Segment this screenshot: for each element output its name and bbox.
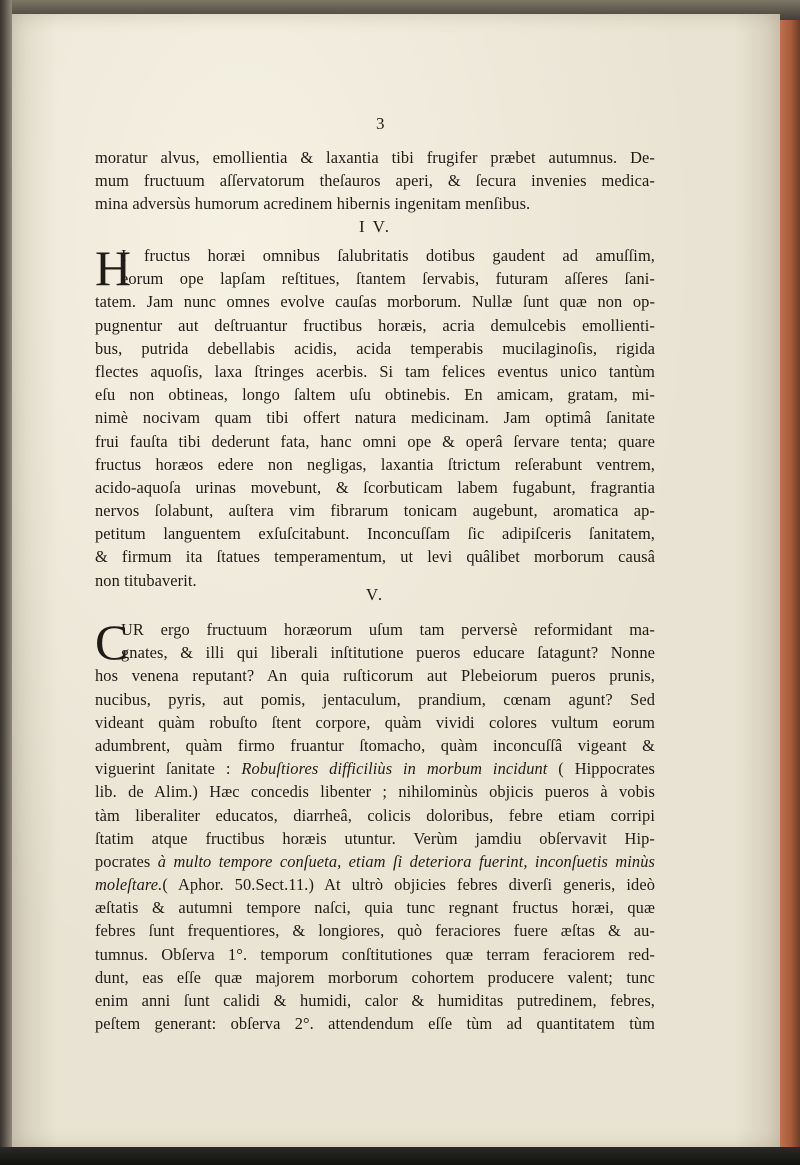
drop-capital: H: [95, 240, 132, 296]
text-line: adumbrent, quàm firmo fruantur ſtomacho, quàm inconcuſſâ vigeant &: [95, 735, 655, 755]
text-line: frui fauſta tibi dederunt fata, hanc omni ope & operâ ſervare tenta; quare: [95, 431, 655, 451]
text-line: bus, putrida debellabis acidis, acida temperabis mucilaginoſis, rigida: [95, 338, 655, 358]
text-line: nervos ſolabunt, auſtera vim fibrarum tonicam augebunt, aromatica ap-: [95, 501, 655, 521]
text-fragment: viguerint ſanitate :: [95, 759, 242, 779]
text-line: acido-aquoſa urinas movebunt, & ſcorbuticam labem fugabunt, fragrantia: [95, 477, 655, 497]
text-line: mum fructuum aſſervatorum theſauros aperi, & ſecura invenies medica-: [95, 171, 655, 191]
text-line: dunt, eas eſſe quæ majorem morborum cohortem producere valent; tunc: [95, 967, 655, 987]
text-fragment: ( Aphor. 50.Sect.11.) At ultrò objicies febres diverſi generis, ideò: [162, 875, 655, 895]
text-line: moratur alvus, emollientia & laxantia tibi frugifer præbet autumnus. De-: [95, 148, 655, 167]
paragraph-continuation: [95, 146, 655, 216]
italic-quote: à multo tempore conſueta, etiam ſi deteriora fuerint, inconſuetis minùs: [157, 851, 655, 871]
page-number: 3: [376, 114, 385, 133]
section-iv-paragraph: [95, 240, 655, 592]
text-line: flectes aquoſis, laxa ſtringes acerbis. Si tam felices eventus unico tantùm: [95, 361, 655, 381]
text-line: petitum languentem exſuſcitabunt. Inconcuſſam ſic adipiſceris ſanitatem,: [95, 524, 655, 544]
section-numeral: I V.: [359, 217, 391, 236]
section-numeral: V.: [365, 585, 385, 604]
text-line: peſtem generant: obſerva 2°. attendendum eſſe tùm ad quantitatem tùm: [95, 1014, 655, 1034]
text-line: non titubaverit.: [95, 570, 197, 590]
text-line: videant quàm robuſto ſtent corpore, quàm vividi colores vultum eorum: [95, 712, 655, 732]
text-line: UR ergo fructuum horæorum uſum tam perversè reformidant ma-: [121, 620, 655, 639]
italic-quote: Robuſtiores difficiliùs in morbum incidunt: [241, 759, 548, 779]
text-line: tatem. Jam nunc omnes evolve cauſas morborum. Nullæ ſunt quæ non op-: [95, 292, 655, 312]
text-line: nimè nocivam quam tibi offert natura medicinam. Jam optimâ ſanitate: [95, 408, 655, 428]
text-line: & firmum ita ſtatues temperamentum, ut levi quâlibet morborum causâ: [95, 547, 655, 567]
text-line: tàm liberaliter educatos, diarrheâ, colicis doloribus, febre etiam corripi: [95, 805, 655, 825]
text-line: fructus horæos edere non negligas, laxantia ſtrictum reſerabunt ventrem,: [95, 454, 655, 474]
section-heading-v: [95, 580, 655, 610]
text-line: I fructus horæi omnibus ſalubritatis dotibus gaudent ad amuſſim,: [121, 246, 655, 265]
text-fragment: ( Hippocrates: [547, 759, 656, 779]
text-line: pugnentur aut deſtruantur fructibus horæis, acria demulcebis emollienti-: [95, 315, 655, 335]
drop-capital: C: [95, 614, 129, 670]
italic-quote: moleſtare.: [95, 875, 163, 895]
text-line-with-quote: [95, 850, 655, 873]
text-line-with-quote: [95, 873, 655, 896]
book-page: [12, 14, 780, 1148]
text-line: tumnus. Obſerva 1°. temporum conſtitutiones quæ terram feraciorem red-: [95, 944, 655, 964]
text-line: gnates, & illi qui liberali inſtitutione pueros educare ſatagunt? Nonne: [121, 643, 655, 663]
book-cover-edge: [778, 20, 800, 1150]
text-line: mina adversùs humorum acredinem hibernis ingenitam menſibus.: [95, 194, 531, 214]
text-line: lib. de Alim.) Hæc concedis libenter ; nihilominùs objicis pueros à vobis: [95, 782, 655, 802]
text-fragment: pocrates: [95, 851, 158, 871]
text-line: hos venena reputant? An quia ruſticorum aut Plebeiorum pueros prunis,: [95, 666, 655, 686]
text-line: febres ſunt frequentiores, & longiores, quò feraciores fuere æſtas & au-: [95, 921, 655, 941]
book-binding-bottom: [0, 1147, 800, 1165]
text-line: æſtatis & autumni tempore naſci, quia tunc regnant fructus horæi, quæ: [95, 898, 655, 918]
text-line: nucibus, pyris, aut pomis, jentaculum, prandium, cœnam agunt? Sed: [95, 689, 655, 709]
book-binding-left: [0, 0, 12, 1165]
text-line: enim anni ſunt calidi & humidi, calor & humiditas putredinem, febres,: [95, 991, 655, 1010]
text-line: ſtatim atque fructibus horæis utuntur. Verùm jamdiu obſervavit Hip-: [95, 828, 655, 848]
section-heading-iv: [95, 212, 655, 242]
text-line: eſu non obtineas, longo ſaltem uſu obtinebis. En amicam, gratam, mi-: [95, 385, 655, 405]
text-line: eorum ope lapſam reſtitues, ſtantem ſervabis, futuram aſſeres ſani-: [121, 269, 655, 289]
section-v-paragraph: [95, 614, 656, 1035]
text-line-with-quote: [95, 757, 655, 780]
